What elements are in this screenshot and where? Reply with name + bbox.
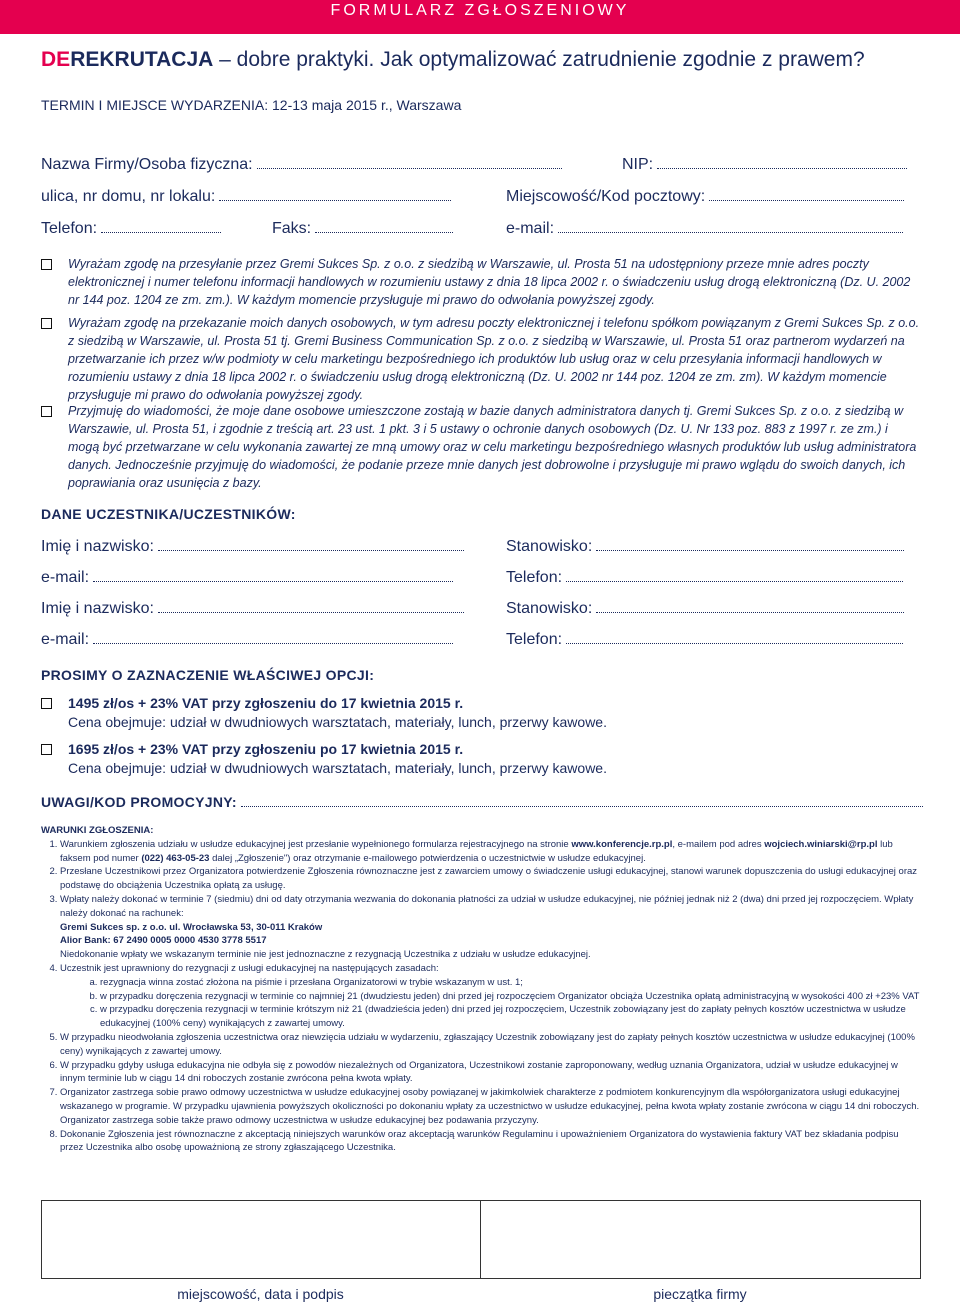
- consent-checkbox-3[interactable]: [41, 406, 52, 417]
- terms-item-2: 2. Przesłane Uczestnikowi przez Organizatora potwierdzenie Zgłoszenia równoznaczne jest z zawarciem umowy o świadczenie usługi edukacyjnej, stanowi warunek dopuszczenia do usługi edukacyjnej oraz podstawę do obciążenia Uczestnika opłatą za usługę.: [60, 865, 921, 893]
- terms-subitem-c: c. w przypadku doręczenia rezygnacji w terminie krótszym niż 21 (dwadzieścia jeden) dni przed jej rozpoczęciem, Uczestnik zobowiązany jest do zapłaty pełnych kosztów uczestnictwa w usłudze edukacyjnej (100% ceny) wynikających z zawartej umowy.: [100, 1003, 921, 1031]
- terms-sublist: [60, 976, 921, 1031]
- city-line[interactable]: [709, 199, 904, 201]
- company-stamp-area[interactable]: [481, 1200, 919, 1277]
- email-field[interactable]: [506, 220, 903, 238]
- participant-1-name-label: Imię i nazwisko:: [41, 538, 154, 555]
- participant-2-name-line[interactable]: [158, 611, 464, 613]
- terms-item-1: [60, 838, 921, 866]
- consent-checkbox-1[interactable]: [41, 259, 52, 270]
- option-2-price: 1695 zł/os + 23% VAT przy zgłoszeniu po 17 kwietnia 2015 r.: [68, 741, 464, 757]
- options-heading: PROSIMY O ZAZNACZENIE WŁAŚCIWEJ OPCJI:: [41, 667, 375, 683]
- street-label: ulica, nr domu, nr lokalu:: [41, 188, 216, 205]
- fax-field[interactable]: [272, 220, 453, 238]
- event-line: TERMIN I MIEJSCE WYDARZENIA: 12-13 maja 2015 r., Warszawa: [41, 97, 462, 113]
- terms-fax-number: (022) 463-05-23: [141, 852, 210, 864]
- terms-item-8: 8. Dokonanie Zgłoszenia jest równoznaczne z akceptacją niniejszych warunków oraz akceptacją warunków Regulaminu i upoważnieniem Organizatora do wystawienia faktury VAT bez składania podpisu przez Uczestnika albo osobę upoważnioną ze strony zgłaszającego Uczestnika.: [60, 1128, 921, 1156]
- terms-section: [41, 824, 921, 1155]
- participant-2-position-label: Stanowisko:: [506, 600, 593, 617]
- participant-1-name-field[interactable]: [41, 538, 464, 556]
- terms-item-6: 6. W przypadku gdyby usługa edukacyjna nie odbyła się z powodów niezależnych od Organizatora, Uczestnikowi zostanie zaproponowany, według uznania Organizatora, udział w usłudze edukacyjnej w innym terminie lub w ciągu 14 dni roboczych zostanie zwrócona pełna kwota wpłaty.: [60, 1059, 921, 1087]
- promo-label: UWAGI/KOD PROMOCYJNY:: [41, 794, 237, 810]
- city-label: Miejscowość/Kod pocztowy:: [506, 188, 706, 205]
- participant-1-email-label: e-mail:: [41, 569, 90, 586]
- terms-subitem-a: a. rezygnacja winna zostać złożona na piśmie i przesłana Organizatorowi w trybie wskazanym w ust. 1;: [100, 976, 921, 990]
- phone-line[interactable]: [101, 231, 221, 233]
- participant-1-name-line[interactable]: [158, 549, 464, 551]
- terms-bank-address: Gremi Sukces sp. z o.o. ul. Wrocławska 53, 30-011 Kraków: [60, 921, 323, 933]
- option-checkbox-2[interactable]: [41, 744, 52, 755]
- title-rest: – dobre praktyki. Jak optymalizować zatrudnienie zgodnie z prawem?: [213, 48, 865, 71]
- promo-field[interactable]: [41, 794, 923, 810]
- title-prefix-rekrutacja: REKRUTACJA: [70, 48, 214, 71]
- participant-1-phone-line[interactable]: [566, 580, 903, 582]
- participant-1-email-field[interactable]: [41, 569, 453, 587]
- terms-item-3-text-b: Niedokonanie wpłaty we wskazanym terminie nie jest jednoznaczne z rezygnacją Uczestnika z udziału w usłudze edukacyjnej.: [60, 949, 591, 961]
- option-checkbox-1[interactable]: [41, 698, 52, 709]
- consent-text-2: Wyrażam zgodę na przekazanie moich danych osobowych, w tym adresu poczty elektronicznej i telefonu spółkom powiązanym z Gremi Sukces Sp. z o.o. z siedzibą w Warszawie, ul. Prosta 51 tj. Gremi Business Communication Sp. z o.o. z siedzibą w Warszawie, ul. Prosta 51 oraz partnerom wydarzeń na przetwarzanie ich przez w/w podmioty w celu marketingu bezpośredniego ich produktów lub usług oraz w celu przesyłania informacji handlowych w rozumieniu ustawy z dnia 18 lipca 2002 r. o świadczeniu usług drogą elektroniczną (Dz. U. 2002 nr 144 poz. 1204 ze zm. zm). W każdym momencie przysługuje mi prawo do odwołania powyższej zgody.: [68, 316, 920, 402]
- terms-website-link[interactable]: www.konferencje.rp.pl: [571, 838, 673, 850]
- participants-heading: DANE UCZESTNIKA/UCZESTNIKÓW:: [41, 506, 296, 522]
- terms-item-7: 7. Organizator zastrzega sobie prawo odmowy uczestnictwa w usłudze edukacyjnej osoby powiązanej w jakimkolwiek charakterze z podmiotem konkurencyjnym dla współorganizatora usługi edukacyjnej wskazanego w programie. W przypadku ujawnienia powyższych okoliczności po dokonaniu wpłaty za uczestnictwo w usłudze edukacyjnej, pełna kwota wpłaty zostanie zwrócona w ciągu 14 dni roboczych. Organizator zastrzega sobie także prawo odmowy uczestnictwa w usłudze edukacyjnej bez podawania przyczyny.: [60, 1086, 921, 1127]
- email-line[interactable]: [558, 231, 903, 233]
- participant-2-phone-label: Telefon:: [506, 631, 563, 648]
- terms-item-4: [60, 962, 921, 1031]
- phone-label: Telefon:: [41, 220, 98, 237]
- option-2-desc: Cena obejmuje: udział w dwudniowych warsztatach, materiały, lunch, przerwy kawowe.: [68, 760, 607, 776]
- participant-2-name-label: Imię i nazwisko:: [41, 600, 154, 617]
- header-banner: [0, 0, 960, 34]
- signature-area[interactable]: [41, 1200, 480, 1277]
- signature-label: miejscowość, data i podpis: [177, 1286, 344, 1302]
- banner-title: FORMULARZ ZGŁOSZENIOWY: [330, 2, 630, 19]
- terms-item-3: [60, 893, 921, 962]
- participant-2-phone-line[interactable]: [566, 642, 903, 644]
- participant-1-email-line[interactable]: [93, 580, 453, 582]
- fax-label: Faks:: [272, 220, 312, 237]
- participant-2-phone-field[interactable]: [506, 631, 903, 649]
- company-name-field[interactable]: [41, 156, 562, 174]
- terms-item-3-text: Wpłaty należy dokonać w terminie 7 (siedmiu) dni od daty otrzymania wezwania do dokonania płatności za udział w usłudze edukacyjnej, nie później jednak niż 2 (dwa) dni przed jej rozpoczęciem. Wpłaty należy dokonać na rachunek:: [60, 893, 914, 919]
- nip-field[interactable]: [622, 156, 907, 174]
- participant-1-phone-field[interactable]: [506, 569, 903, 587]
- option-1: [68, 694, 928, 732]
- participant-2-email-line[interactable]: [93, 642, 453, 644]
- city-field[interactable]: [506, 188, 904, 206]
- page-title: [41, 48, 865, 72]
- participant-2-email-label: e-mail:: [41, 631, 90, 648]
- terms-item-1-text-c: lub faksem pod numer: [60, 838, 893, 864]
- terms-bank-account: Alior Bank: 67 2490 0005 0000 4530 3778 5517: [60, 935, 267, 947]
- terms-list: [41, 838, 921, 1155]
- company-name-label: Nazwa Firmy/Osoba fizyczna:: [41, 156, 253, 173]
- option-1-desc: Cena obejmuje: udział w dwudniowych warsztatach, materiały, lunch, przerwy kawowe.: [68, 714, 607, 730]
- terms-item-1-text-d: dalej „Zgłoszenie") oraz otrzymanie e-mailowego potwierdzenia o uczestnictwie w usłudze edukacyjnej.: [209, 852, 646, 864]
- terms-item-5: 5. W przypadku nieodwołania zgłoszenia uczestnictwa oraz niewzięcia udziału w wydarzeniu, zgłaszający Uczestnik zobowiązany jest do zapłaty pełnych kosztów uczestnictwa w usłudze edukacyjnej (100% ceny) wynikających z zawartej umowy.: [60, 1031, 921, 1059]
- street-line[interactable]: [219, 199, 451, 201]
- option-2: [68, 740, 928, 778]
- terms-item-4-text: Uczestnik jest uprawniony do rezygnacji z usługi edukacyjnej na następujących zasadach:: [60, 962, 439, 974]
- participant-1-phone-label: Telefon:: [506, 569, 563, 586]
- participant-1-position-label: Stanowisko:: [506, 538, 593, 555]
- stamp-label: pieczątka firmy: [653, 1286, 747, 1302]
- promo-line[interactable]: [241, 805, 923, 807]
- terms-item-1-text: Warunkiem zgłoszenia udziału w usłudze edukacyjnej jest przesłanie wypełnionego formularza rejestracyjnego na stronie: [60, 838, 572, 850]
- consent-text-1: Wyrażam zgodę na przesyłanie przez Gremi Sukces Sp. z o.o. z siedzibą w Warszawie, ul. Prosta 51 na udostępniony przeze mnie adres poczty elektronicznej i numer telefonu informacji handlowych w rozumieniu ustawy z dnia 18 lipca 2002 r. o świadczeniu usług drogą elektroniczną (Dz. U. 2002 nr 144 poz. 1204 ze zm. zm.). W każdym momencie przysługuje mi prawo do odwołania powyższej zgody.: [68, 257, 911, 307]
- consent-checkbox-2[interactable]: [41, 318, 52, 329]
- email-label: e-mail:: [506, 220, 555, 237]
- participant-2-email-field[interactable]: [41, 631, 453, 649]
- terms-email-link[interactable]: wojciech.winiarski@rp.pl: [764, 838, 878, 850]
- company-name-line[interactable]: [257, 167, 562, 169]
- terms-item-1-text-b: , e-mailem pod adres: [672, 838, 765, 850]
- terms-heading: WARUNKI ZGŁOSZENIA:: [41, 825, 154, 836]
- participant-2-position-line[interactable]: [596, 611, 904, 613]
- participant-1-position-field[interactable]: [506, 538, 904, 556]
- participant-2-name-field[interactable]: [41, 600, 464, 618]
- consent-text-3: Przyjmuję do wiadomości, że moje dane osobowe umieszczone zostają w bazie danych administratora danych tj. Gremi Sukces Sp. z o.o. z siedzibą w Warszawie, ul. Prosta 51, i zgodnie z treścią art. 23 ust. 1 pkt. 3 i 5 ustawy o ochronie danych osobowych (Dz. U. Nr 133 poz. 883 z 1997 r. ze zm.) i mogą być przetwarzane w celu wykonania zawartej ze mną umowy oraz w celu marketingu bezpośredniego własnych produktów lub usług administratora danych. Jednocześnie przyjmuję do wiadomości, że podanie przeze mnie danych jest dobrowolne i przysługuje mi prawo wglądu do swoich danych, ich poprawiania oraz usunięcia z bazy.: [68, 404, 917, 490]
- participant-2-position-field[interactable]: [506, 600, 904, 618]
- nip-line[interactable]: [657, 167, 907, 169]
- title-prefix-de: DE: [41, 48, 71, 71]
- option-1-price: 1495 zł/os + 23% VAT przy zgłoszeniu do 17 kwietnia 2015 r.: [68, 695, 464, 711]
- terms-subitem-b: b. w przypadku doręczenia rezygnacji w terminie co najmniej 21 (dwudziestu jeden) dni przed jej rozpoczęciem Organizator obciąża Uczestnika opłatą administracyjną w wysokości 400 zł +23% VAT: [100, 990, 921, 1004]
- nip-label: NIP:: [622, 156, 654, 173]
- fax-line[interactable]: [315, 231, 453, 233]
- participant-1-position-line[interactable]: [596, 549, 904, 551]
- street-field[interactable]: [41, 188, 451, 206]
- phone-field[interactable]: [41, 220, 221, 238]
